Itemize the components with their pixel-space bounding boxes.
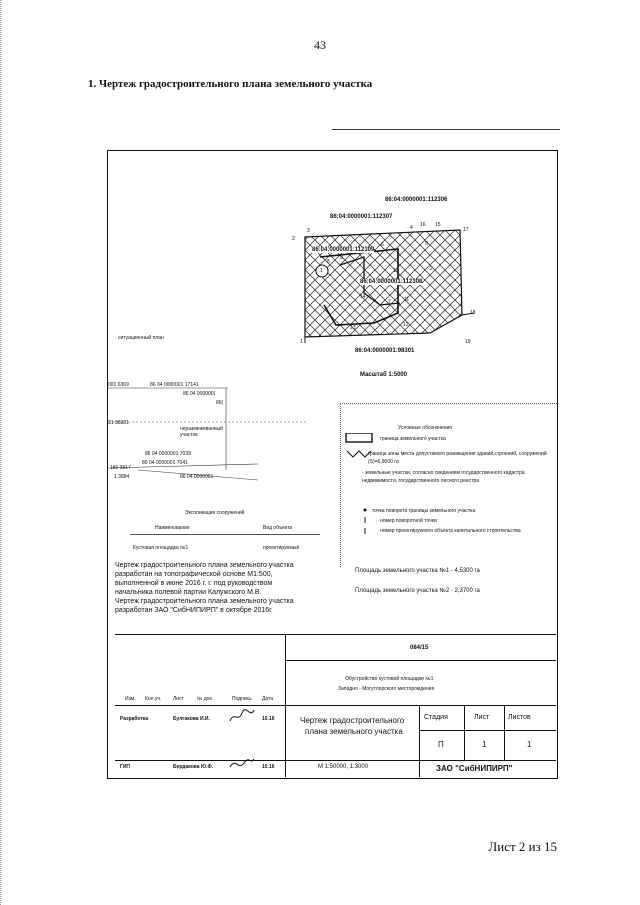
note-line: разработан ЗАО "СибНИПИРП" в октябре 2016г. bbox=[115, 607, 273, 614]
cadastral-label: 86:04:0000001:112307 bbox=[330, 214, 393, 220]
page-heading: 1. Чертеж градостроительного плана земельного участка bbox=[88, 78, 373, 90]
point-number: 15 bbox=[435, 222, 441, 228]
stamp-col-header: Лист bbox=[173, 696, 184, 702]
situation-label: 86 04 0000001 17141 bbox=[150, 382, 199, 388]
point-number: 6 bbox=[381, 242, 384, 248]
zone-number: 1 bbox=[320, 268, 323, 274]
legend-item: точка поворота границы земельного участка bbox=[372, 508, 476, 514]
situation-left-label: 1 3884 bbox=[114, 474, 130, 480]
situation-label: 86( bbox=[216, 400, 224, 406]
situation-left-label: 001 6369 bbox=[108, 382, 129, 388]
point-number: 16 bbox=[420, 222, 426, 228]
point-number: 9 bbox=[340, 255, 343, 261]
note-line: Чертеж градостроительного плана земельного участка bbox=[115, 562, 294, 569]
explication-header: Вид объекта bbox=[263, 525, 293, 531]
sheet-title: плана земельного участка bbox=[305, 727, 403, 736]
explication-cell: проектируемый bbox=[263, 545, 300, 551]
stamp-name: Бердакова Ю.Ф. bbox=[173, 764, 214, 770]
cadastral-label: 86:04:0000001:112308 bbox=[360, 279, 423, 285]
situation-label: 86 04 0000001 bbox=[180, 474, 214, 480]
legend-item: - земельные участки, согласно сведениям государственного кадастра недвижимости, государственного лесного реестра bbox=[362, 470, 525, 484]
stamp-project: Западно - Могутлорского месторождения bbox=[338, 686, 435, 692]
note-line: разработан на топографической основе М1:500, bbox=[115, 571, 273, 578]
area-note: Площадь земельного участка №2 - 2,3700 га bbox=[355, 588, 480, 594]
stamp-sheet-header: Лист bbox=[474, 714, 490, 721]
stamp-project: Обустройство кустовой площадки №1 bbox=[345, 676, 434, 682]
stamp-date: 10.16 bbox=[262, 764, 275, 770]
explication-cell: Кустовая площадка №1 bbox=[133, 545, 189, 551]
point-number: 11 bbox=[404, 297, 410, 303]
cadastral-label: 86:04:0000001:112306 bbox=[385, 197, 448, 203]
cadastral-label: 86:04:0000001:98301 bbox=[355, 348, 415, 354]
note-line: выполненной в июне 2016 г. г. под руководством bbox=[115, 580, 273, 587]
point-number: 13 bbox=[350, 325, 356, 331]
point-number: 4 bbox=[410, 225, 413, 231]
note-line: Чертеж градостроительного плана земельного участка bbox=[115, 598, 294, 605]
explication-header: Наименование bbox=[155, 525, 190, 531]
situation-label: 86 04 0000001 7041 bbox=[142, 460, 188, 466]
point-number: 14 bbox=[360, 294, 366, 300]
stamp-sheet-value: 1 bbox=[482, 740, 487, 749]
explication-title: Экспликация сооружений bbox=[185, 510, 245, 516]
stamp-code: 084/15 bbox=[410, 645, 429, 651]
stamp-rule bbox=[115, 634, 556, 635]
situation-label: 86 04 0000001 7039 bbox=[145, 451, 191, 457]
explication-rule bbox=[130, 534, 320, 535]
plan-scale: Масштаб 1:5000 bbox=[360, 372, 408, 378]
stamp-role: ГИП bbox=[120, 764, 131, 770]
signature bbox=[228, 755, 256, 773]
stamp-date: 10.16 bbox=[262, 716, 275, 722]
stamp-rule bbox=[464, 705, 465, 760]
point-number: 3 bbox=[307, 228, 310, 234]
stamp-col-header: Дата bbox=[262, 696, 274, 702]
stamp-role: Разработка bbox=[120, 716, 149, 722]
stamp-org: ЗАО "СибНИПИРП" bbox=[436, 764, 513, 773]
stamp-col-header: Подпись bbox=[232, 696, 252, 702]
area-note: Площадь земельного участка №1 - 4,5300 га bbox=[355, 568, 480, 574]
stamp-col-header: № док. bbox=[197, 696, 214, 702]
point-number: 19 bbox=[465, 339, 471, 345]
situation-left-label: 181 3917 bbox=[110, 465, 131, 471]
page-number: 43 bbox=[314, 38, 326, 52]
stamp-rule bbox=[419, 705, 420, 777]
point-number: 12 bbox=[403, 322, 409, 328]
legend-title: Условные обозначения bbox=[398, 425, 453, 431]
cadastral-label: 86:04:0000001:112309 bbox=[312, 247, 375, 253]
stamp-col-header: Изм. bbox=[125, 696, 136, 702]
stamp-rule bbox=[115, 760, 556, 761]
stamp-rule bbox=[504, 705, 505, 760]
land-plot-plan bbox=[280, 185, 510, 365]
page-edge-dots bbox=[0, 0, 4, 905]
legend-item: номер поворотной точки bbox=[380, 518, 437, 524]
point-number: 8 bbox=[327, 259, 330, 265]
situation-label: неразмежеванный участок bbox=[180, 426, 223, 438]
point-number: 10 bbox=[393, 268, 399, 274]
legend-item: граница земельного участка bbox=[380, 436, 446, 442]
stamp-scale: М 1:50000, 1:3000 bbox=[318, 764, 369, 770]
note-line: начальника полевой партии Калужского М.В. bbox=[115, 589, 262, 596]
sheet-title: Чертеж градостроительного bbox=[300, 716, 405, 725]
point-number: 18 bbox=[470, 310, 476, 316]
stamp-sheets-header: Листов bbox=[508, 714, 531, 721]
stamp-sheets-value: 1 bbox=[527, 740, 532, 749]
stamp-rule bbox=[419, 730, 556, 731]
stamp-stage-value: П bbox=[438, 740, 444, 749]
situation-left-label: 31:98301 bbox=[108, 420, 129, 426]
stamp-col-header: Кол.уч. bbox=[145, 696, 162, 702]
stamp-rule bbox=[115, 705, 556, 706]
situation-label: 86 04 000000( bbox=[183, 391, 216, 397]
point-number: 17 bbox=[463, 227, 469, 233]
point-number: 7 bbox=[388, 299, 391, 305]
signature bbox=[228, 707, 256, 725]
stamp-rule bbox=[285, 660, 556, 661]
stamp-stage-header: Стадия bbox=[424, 714, 448, 721]
legend-item: номер проектируемого объекта капитального строительства bbox=[380, 528, 521, 534]
stamp-name: Булгакова И.И. bbox=[173, 716, 210, 722]
point-number: 5 bbox=[425, 241, 428, 247]
sheet-footer: Лист 2 из 15 bbox=[488, 839, 557, 854]
situation-title: ситуационный план bbox=[118, 335, 164, 341]
zone-number: 2 bbox=[430, 266, 433, 272]
top-rule bbox=[332, 129, 560, 130]
point-number: 2 bbox=[292, 236, 295, 242]
point-number: 1 bbox=[300, 339, 303, 345]
legend-symbols bbox=[345, 433, 375, 543]
legend-item: граница зоны места допустимого размещения зданий,строений, сооружений (S)=6,9000 га bbox=[368, 451, 547, 465]
